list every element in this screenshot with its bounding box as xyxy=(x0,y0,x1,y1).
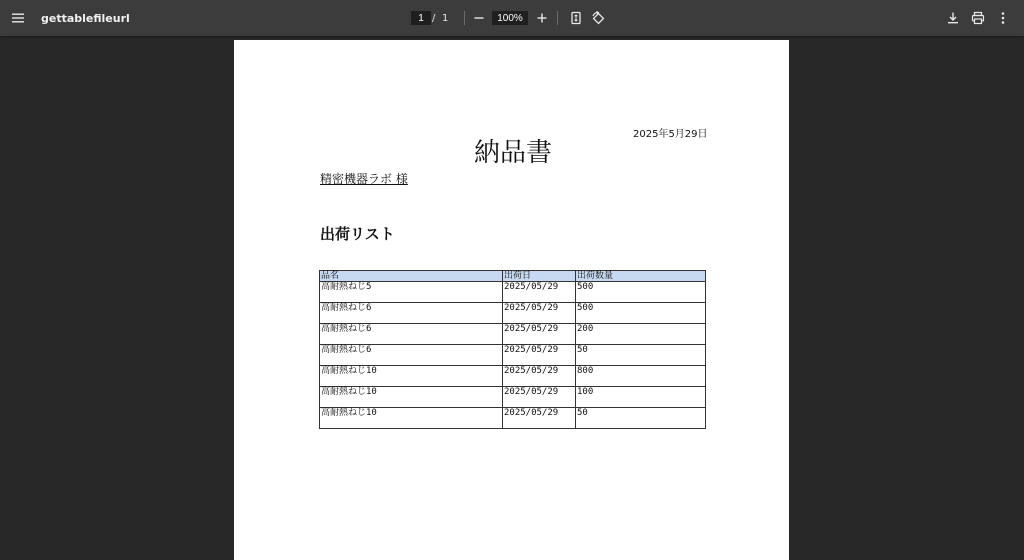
page-number-input[interactable] xyxy=(411,11,431,25)
cell-quantity: 50 xyxy=(576,408,706,429)
pdf-toolbar xyxy=(0,0,1024,36)
cell-quantity: 500 xyxy=(576,303,706,324)
recipient-name: 精密機器ラボ 様 xyxy=(320,172,408,186)
cell-item: 高耐熱ねじ6 xyxy=(320,324,503,345)
more-vert-icon[interactable] xyxy=(991,6,1015,30)
table-row xyxy=(320,324,706,345)
table-row xyxy=(320,366,706,387)
cell-quantity: 100 xyxy=(576,387,706,408)
cell-date: 2025/05/29 xyxy=(503,345,576,366)
page-title: 納品書 xyxy=(474,138,553,168)
plus-icon[interactable] xyxy=(530,6,554,30)
column-header-quantity: 出荷数量 xyxy=(576,271,706,282)
fit-page-icon[interactable] xyxy=(564,6,588,30)
cell-date: 2025/05/29 xyxy=(503,324,576,345)
cell-quantity: 800 xyxy=(576,366,706,387)
table-row xyxy=(320,303,706,324)
zoom-input[interactable] xyxy=(492,11,528,25)
cell-quantity: 50 xyxy=(576,345,706,366)
table-row xyxy=(320,282,706,303)
section-heading: 出荷リスト xyxy=(320,225,395,243)
cell-date: 2025/05/29 xyxy=(503,282,576,303)
column-header-item: 品名 xyxy=(320,271,503,282)
table-row xyxy=(320,408,706,429)
cell-quantity: 500 xyxy=(576,282,706,303)
cell-date: 2025/05/29 xyxy=(503,366,576,387)
cell-item: 高耐熱ねじ10 xyxy=(320,387,503,408)
issue-date: 2025年5月29日 xyxy=(633,129,708,140)
pdf-page xyxy=(234,40,789,560)
cell-quantity: 200 xyxy=(576,324,706,345)
page-separator: / xyxy=(432,12,436,24)
toolbar-divider xyxy=(557,11,558,25)
total-pages: 1 xyxy=(442,12,449,24)
table-header-row xyxy=(320,271,706,282)
cell-item: 高耐熱ねじ10 xyxy=(320,366,503,387)
cell-date: 2025/05/29 xyxy=(503,303,576,324)
toolbar-divider xyxy=(464,11,465,25)
cell-item: 高耐熱ねじ5 xyxy=(320,282,503,303)
print-icon[interactable] xyxy=(966,6,990,30)
rotate-icon[interactable] xyxy=(586,6,610,30)
shipment-table xyxy=(319,270,706,429)
menu-icon[interactable] xyxy=(6,6,30,30)
download-icon[interactable] xyxy=(941,6,965,30)
document-title: gettablefileurl xyxy=(41,11,130,25)
table-row xyxy=(320,387,706,408)
cell-item: 高耐熱ねじ6 xyxy=(320,303,503,324)
minus-icon[interactable] xyxy=(467,6,491,30)
column-header-date: 出荷日 xyxy=(503,271,576,282)
cell-date: 2025/05/29 xyxy=(503,408,576,429)
cell-item: 高耐熱ねじ6 xyxy=(320,345,503,366)
table-row xyxy=(320,345,706,366)
cell-item: 高耐熱ねじ10 xyxy=(320,408,503,429)
cell-date: 2025/05/29 xyxy=(503,387,576,408)
